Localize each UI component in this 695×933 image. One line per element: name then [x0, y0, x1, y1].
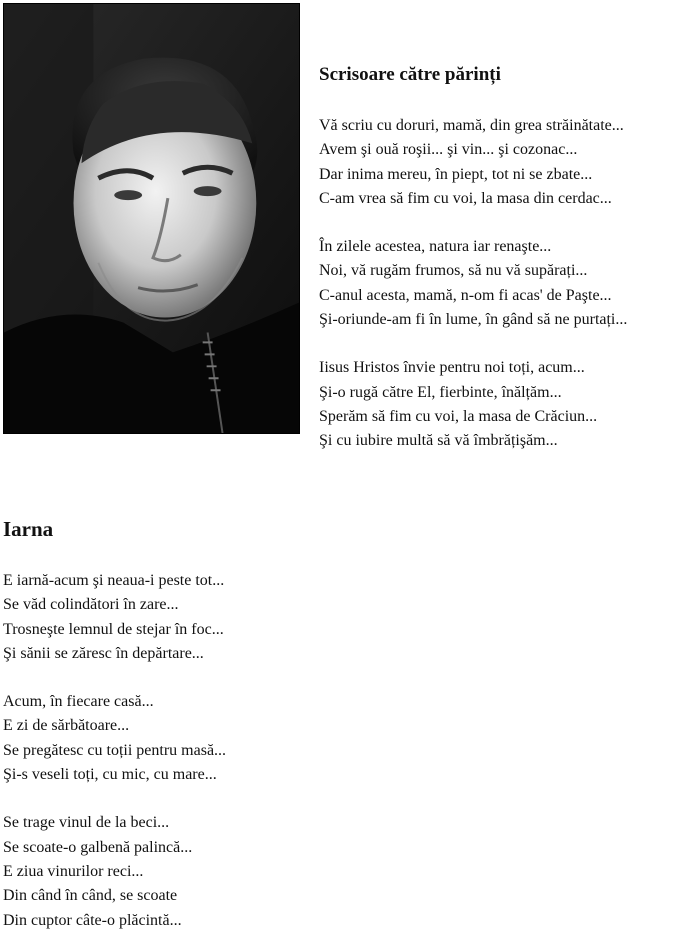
poem-line: Se văd colindători în zare... [3, 596, 179, 614]
poem-line: Din când în când, se scoate [3, 887, 178, 905]
poem-line: Din cuptor câte-o plăcintă... [3, 911, 182, 929]
author-portrait [3, 3, 300, 434]
poem-line: Şi-s veseli toți, cu mic, cu mare... [3, 766, 217, 784]
poem-line: Acum, în fiecare casă... [3, 693, 154, 711]
poem-line: E iarnă-acum şi neaua-i peste tot... [3, 572, 225, 589]
poem-line: Vă scriu cu doruri, mamă, din grea străinătate... [319, 117, 624, 134]
poem-line: Şi cu iubire multă să vă îmbrățişăm... [319, 432, 558, 450]
poem-line: În zilele acestea, natura iar renaşte... [319, 238, 552, 256]
poem-line: Sperăm să fim cu voi, la masa de Crăciun... [319, 407, 598, 425]
poem-scrisoare [319, 63, 691, 454]
stanza [3, 690, 363, 787]
poem-line: Iisus Hristos învie pentru noi toți, acum... [319, 359, 585, 377]
stanza [3, 811, 363, 932]
poem-line: Şi-o rugă către El, fierbinte, înălțăm... [319, 383, 562, 401]
stanza [319, 114, 691, 211]
poem-line: Şi sănii se zăresc în depărtare... [3, 644, 204, 662]
poem-line: Noi, vă rugăm frumos, să nu vă supărați... [319, 262, 588, 280]
stanza [3, 569, 363, 666]
poem-line: Avem şi ouă roşii... şi vin... şi cozonac... [319, 141, 578, 159]
poem-line: Şi-oriunde-am fi în lume, în gând să ne purtați... [319, 311, 628, 329]
poem-title: Scrisoare către părinți [319, 64, 501, 85]
poem-line: Se scoate-o galbenă palincă... [3, 838, 193, 856]
poem-title: Iarna [3, 517, 54, 541]
poem-line: Se pregătesc cu toții pentru masă... [3, 741, 227, 759]
poem-line: Trosneşte lemnul de stejar în foc... [3, 620, 224, 638]
poem-line: Dar inima mereu, în piept, tot ni se zbate... [319, 165, 593, 183]
poem-iarna [3, 516, 363, 933]
poem-line: E ziua vinurilor reci... [3, 862, 144, 880]
stanza [319, 356, 691, 453]
poem-line: C-am vrea să fim cu voi, la masa din cerdac... [319, 189, 612, 207]
poem-line: C-anul acesta, mamă, n-om fi acas' de Paşte... [319, 286, 612, 304]
poem-line: E zi de sărbătoare... [3, 717, 130, 735]
stanza [319, 235, 691, 332]
portrait-image [4, 4, 299, 433]
poem-line: Se trage vinul de la beci... [3, 814, 170, 832]
